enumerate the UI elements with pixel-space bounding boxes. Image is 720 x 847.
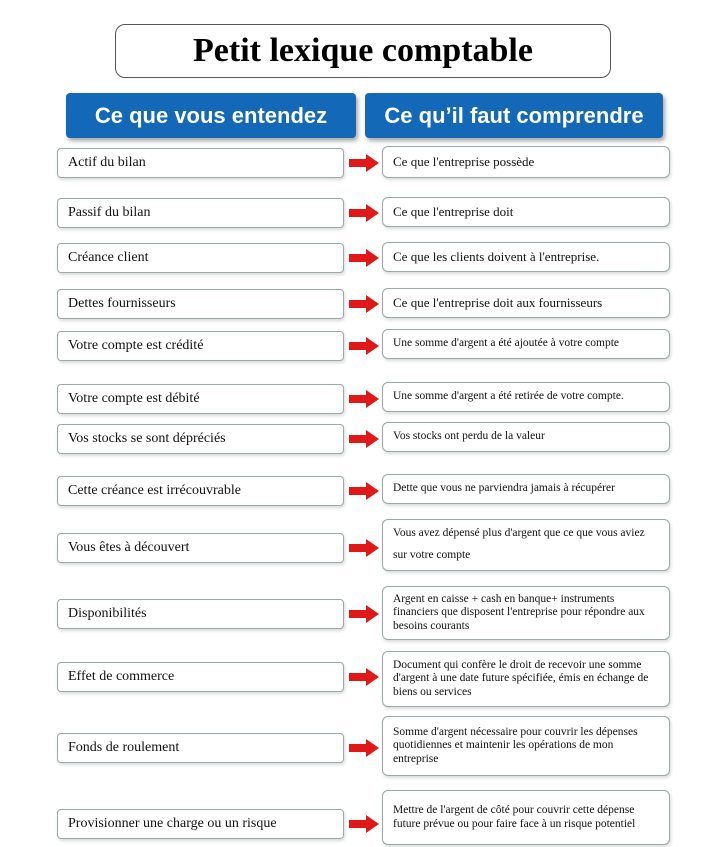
right-arrow-icon	[349, 390, 379, 408]
term-box: Vous êtes à découvert	[57, 533, 344, 563]
term-box: Fonds de roulement	[57, 733, 344, 763]
definition-box: Vos stocks ont perdu de la valeur	[382, 422, 670, 452]
page-title: Petit lexique comptable	[115, 24, 611, 78]
definition-box: Vous avez dépensé plus d'argent que ce que vous aviez sur votre compte	[382, 519, 670, 571]
right-arrow-icon	[349, 249, 379, 267]
right-arrow-icon	[349, 430, 379, 448]
right-arrow-icon	[349, 605, 379, 623]
definition-box: Dette que vous ne parviendra jamais à récupérer	[382, 474, 670, 504]
term-box: Actif du bilan	[57, 148, 344, 178]
right-arrow-icon	[349, 815, 379, 833]
term-box: Cette créance est irrécouvrable	[57, 476, 344, 506]
term-box: Créance client	[57, 243, 344, 273]
definition-box: Mettre de l'argent de côté pour couvrir cette dépense future prévue ou pour faire face à un risque potentiel	[382, 790, 670, 845]
term-box: Passif du bilan	[57, 198, 344, 228]
definition-box: Ce que l'entreprise doit	[382, 197, 670, 227]
definition-box: Ce que les clients doivent à l'entreprise.	[382, 242, 670, 272]
definition-box: Une somme d'argent a été retirée de votre compte.	[382, 382, 670, 412]
term-box: Dettes fournisseurs	[57, 289, 344, 319]
definition-box: Document qui confère le droit de recevoir une somme d'argent à une date future spécifiée, émis en échange de biens ou services	[382, 651, 670, 707]
header-what-to-understand: Ce qu’il faut comprendre	[365, 93, 663, 138]
term-box: Votre compte est débité	[57, 384, 344, 414]
right-arrow-icon	[349, 154, 379, 172]
term-box: Effet de commerce	[57, 662, 344, 692]
term-box: Disponibilités	[57, 599, 344, 629]
right-arrow-icon	[349, 337, 379, 355]
right-arrow-icon	[349, 539, 379, 557]
right-arrow-icon	[349, 204, 379, 222]
term-box: Provisionner une charge ou un risque	[57, 809, 344, 839]
right-arrow-icon	[349, 668, 379, 686]
term-box: Votre compte est crédité	[57, 331, 344, 361]
term-box: Vos stocks se sont dépréciés	[57, 424, 344, 454]
definition-box: Ce que l'entreprise possède	[382, 146, 670, 178]
definition-box: Argent en caisse + cash en banque+ instruments financiers que disposent l'entreprise pour répondre aux besoins courants	[382, 586, 670, 640]
definition-box: Ce que l'entreprise doit aux fournisseurs	[382, 288, 670, 318]
definition-box: Une somme d'argent a été ajoutée à votre compte	[382, 329, 670, 359]
right-arrow-icon	[349, 739, 379, 757]
right-arrow-icon	[349, 482, 379, 500]
right-arrow-icon	[349, 295, 379, 313]
definition-box: Somme d'argent nécessaire pour couvrir les dépenses quotidiennes et maintenir les opérations de mon entreprise	[382, 716, 670, 776]
header-what-you-hear: Ce que vous entendez	[66, 93, 356, 138]
